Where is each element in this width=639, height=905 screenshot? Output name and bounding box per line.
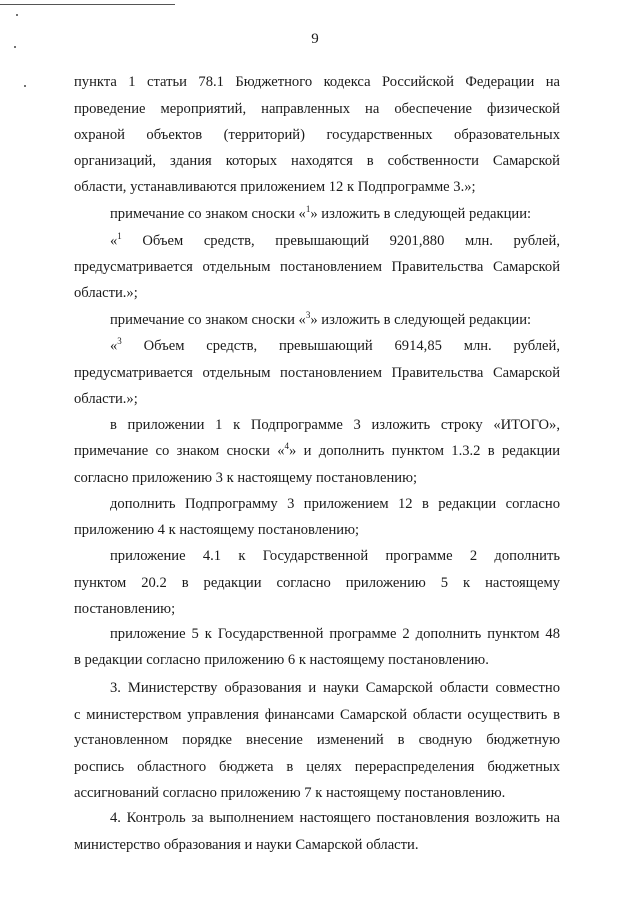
scan-speck [16,14,18,16]
text-line: примечание со знаком сноски «$^3$» изложить в следующей редакции: [110,310,532,328]
text-line: министерство образования и науки Самарской области. [74,837,419,853]
text-line: «$^3$ Объем средств, превышающий 6914,85 млн. рублей, [110,336,560,354]
page-number: 9 [311,31,319,47]
text-line: в приложении 1 к Подпрограмме 3 изложить строку «ИТОГО», [110,417,560,433]
text-line: проведение мероприятий, направленных на обеспечение физической [74,101,560,117]
text-line: пунктом 20.2 в редакции согласно приложению 5 к настоящему [74,575,560,591]
text-line: с министерством управления финансами Самарской области осуществить в [74,707,560,723]
footnote-mark: 4 [284,441,290,451]
text-line: организаций, здания которых находятся в собственности Самарской [74,153,560,169]
text-line: предусматривается отдельным постановлением Правительства Самарской [74,365,560,381]
footnote-mark: 1 [305,204,311,214]
text-line: примечание со знаком сноски «$^4$» и дополнить пунктом 1.3.2 в редакции [74,441,561,459]
text-line: дополнить Подпрограмму 3 приложением 12 в редакции согласно [110,496,560,512]
text-line: предусматривается отдельным постановлением Правительства Самарской [74,259,560,275]
text-line: в редакции согласно приложению 6 к настоящему постановлению. [74,652,489,668]
text-line: области.»; [74,391,138,407]
text-line: приложение 5 к Государственной программе 2 дополнить пунктом 48 [110,626,560,642]
text-line: 4. Контроль за выполнением настоящего постановления возложить на [110,810,560,826]
text-line: охраной объектов (территорий) государственных образовательных [74,127,560,143]
text-line: согласно приложению 3 к настоящему постановлению; [74,470,418,486]
footnote-mark: 3 [117,336,122,346]
text-line: постановлению; [74,601,176,617]
footnote-mark: 3 [305,310,311,320]
text-line: приложению 4 к настоящему постановлению; [74,522,360,538]
scan-speck [24,85,26,87]
text-line: области, устанавливаются приложением 12 к Подпрограмме 3.»; [74,179,476,195]
text-line: пункта 1 статьи 78.1 Бюджетного кодекса Российской Федерации на [74,74,560,90]
text-line: ассигнований согласно приложению 7 к настоящему постановлению. [74,785,506,801]
text-line: примечание со знаком сноски «$^1$» изложить в следующей редакции: [110,204,532,222]
text-line: роспись областного бюджета в целях перераспределения бюджетных [74,759,560,775]
text-line: 3. Министерству образования и науки Самарской области совместно [110,680,560,696]
text-line: области.»; [74,285,138,301]
footnote-mark: 1 [117,231,122,241]
text-line: установленном порядке внесение изменений в сводную бюджетную [74,732,560,748]
scan-edge-line [0,4,175,5]
text-line: «$^1$ Объем средств, превышающий 9201,880 млн. рублей, [110,231,560,249]
text-line: приложение 4.1 к Государственной программе 2 дополнить [110,548,560,564]
